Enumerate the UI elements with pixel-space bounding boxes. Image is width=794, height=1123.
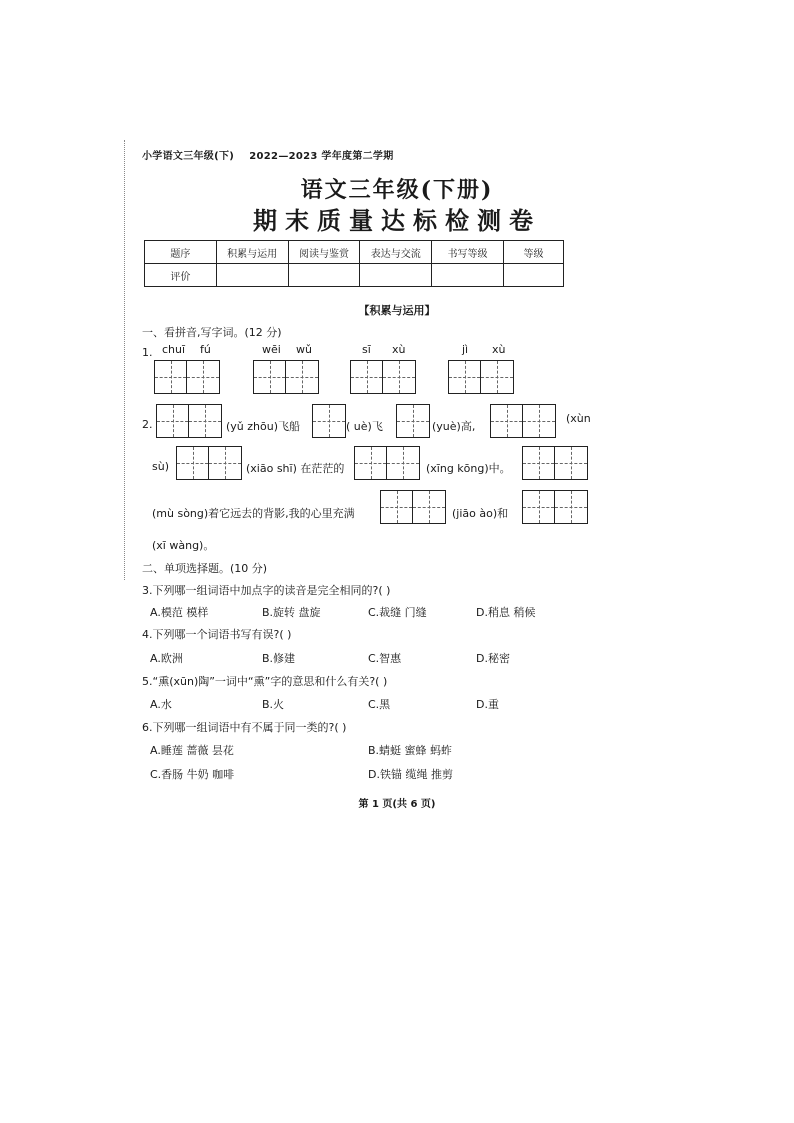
pinyin: sī	[362, 343, 371, 356]
writing-grid[interactable]	[522, 446, 588, 480]
score-table-eval-row	[145, 264, 564, 287]
q2-text: sù)	[152, 460, 169, 473]
writing-grid[interactable]	[253, 360, 319, 394]
score-cell[interactable]	[360, 264, 432, 287]
writing-grid[interactable]	[156, 404, 222, 438]
header-term: 2022—2023 学年度第二学期	[249, 151, 394, 162]
pinyin: wǔ	[296, 343, 312, 356]
q2-text: (xīng kōng)中。	[426, 462, 511, 475]
grid-cell[interactable]	[413, 491, 445, 523]
grid-cell[interactable]	[523, 491, 555, 523]
title-line1: 语文三年级(下册)	[300, 177, 494, 203]
option[interactable]: A.睡莲 蔷薇 昙花	[150, 744, 234, 757]
part2-heading: 二、单项选择题。(10 分)	[142, 562, 268, 575]
pinyin: chuī	[162, 343, 186, 356]
pinyin: jì	[462, 343, 469, 356]
writing-grid[interactable]	[522, 490, 588, 524]
grid-cell[interactable]	[155, 361, 187, 393]
grid-cell[interactable]	[189, 405, 221, 437]
score-cell[interactable]	[288, 264, 360, 287]
option[interactable]: D.重	[476, 698, 499, 711]
grid-cell[interactable]	[157, 405, 189, 437]
option[interactable]: B.蜻蜓 蜜蜂 蚂蚱	[368, 744, 453, 757]
option[interactable]: A.模范 模样	[150, 606, 209, 619]
part1-heading: 一、看拼音,写字词。(12 分)	[142, 326, 282, 339]
grid-cell[interactable]	[397, 405, 429, 437]
option[interactable]: C.智惠	[368, 652, 402, 665]
score-cell: 等级	[503, 241, 563, 264]
section-tag: 【积累与运用】	[358, 304, 436, 317]
grid-cell[interactable]	[209, 447, 241, 479]
question-stem: 4.下列哪一个词语书写有误?( )	[142, 628, 292, 641]
grid-cell[interactable]	[286, 361, 318, 393]
grid-cell[interactable]	[187, 361, 219, 393]
writing-grid[interactable]	[490, 404, 556, 438]
q2-text: (yǔ zhōu)飞船	[226, 420, 301, 433]
question-stem: 5.“熏(xūn)陶”一词中“熏”字的意思和什么有关?( )	[142, 675, 388, 688]
option[interactable]: D.秘密	[476, 652, 510, 665]
question-stem: 3.下列哪一组词语中加点字的读音是完全相同的?( )	[142, 584, 391, 597]
grid-cell[interactable]	[351, 361, 383, 393]
q1-number: 1.	[142, 346, 153, 359]
grid-cell[interactable]	[523, 447, 555, 479]
header-subject: 小学语文三年级(下)	[142, 151, 235, 162]
writing-grid[interactable]	[350, 360, 416, 394]
grid-cell[interactable]	[383, 361, 415, 393]
q2-text: (xùn	[566, 412, 591, 425]
q2-text: ( uè)飞	[346, 420, 383, 433]
grid-cell[interactable]	[254, 361, 286, 393]
writing-grid[interactable]	[176, 446, 242, 480]
option[interactable]: D.铁锚 缆绳 推剪	[368, 768, 453, 781]
option[interactable]: B.修建	[262, 652, 296, 665]
q2-text: (jiāo ào)和	[452, 507, 509, 520]
pinyin: wēi	[262, 343, 281, 356]
q2-text: (mù sòng)着它远去的背影,我的心里充满	[152, 507, 355, 520]
pinyin: xù	[392, 343, 406, 356]
writing-grid[interactable]	[154, 360, 220, 394]
option[interactable]: B.旋转 盘旋	[262, 606, 321, 619]
grid-cell[interactable]	[555, 491, 587, 523]
writing-grid[interactable]	[354, 446, 420, 480]
q2-text: (xiāo shī) 在茫茫的	[246, 462, 345, 475]
grid-cell[interactable]	[355, 447, 387, 479]
score-cell[interactable]	[432, 264, 504, 287]
writing-grid[interactable]	[396, 404, 430, 438]
score-cell[interactable]	[503, 264, 563, 287]
pinyin: fú	[200, 343, 211, 356]
pinyin: xù	[492, 343, 506, 356]
grid-cell[interactable]	[481, 361, 513, 393]
score-cell: 题序	[145, 241, 217, 264]
score-cell[interactable]	[216, 264, 288, 287]
score-cell: 积累与运用	[216, 241, 288, 264]
title-line2: 期末质量达标检测卷	[253, 206, 541, 235]
q2-text: (xī wàng)。	[152, 539, 215, 552]
option[interactable]: C.香肠 牛奶 咖啡	[150, 768, 235, 781]
grid-cell[interactable]	[177, 447, 209, 479]
score-cell: 评价	[145, 264, 217, 287]
q2-number: 2.	[142, 418, 153, 431]
option[interactable]: A.水	[150, 698, 172, 711]
score-table-header-row	[145, 241, 564, 264]
writing-grid[interactable]	[312, 404, 346, 438]
page-footer: 第 1 页(共 6 页)	[358, 799, 436, 810]
writing-grid[interactable]	[448, 360, 514, 394]
score-cell: 阅读与鉴赏	[288, 241, 360, 264]
option[interactable]: D.稍息 稍候	[476, 606, 536, 619]
grid-cell[interactable]	[523, 405, 555, 437]
grid-cell[interactable]	[449, 361, 481, 393]
option[interactable]: B.火	[262, 698, 285, 711]
q2-text: (yuè)高,	[432, 420, 476, 433]
score-cell: 表达与交流	[360, 241, 432, 264]
question-stem: 6.下列哪一组词语中有不属于同一类的?( )	[142, 721, 347, 734]
grid-cell[interactable]	[555, 447, 587, 479]
option[interactable]: A.欧洲	[150, 652, 183, 665]
grid-cell[interactable]	[387, 447, 419, 479]
option[interactable]: C.黑	[368, 698, 391, 711]
score-cell: 书写等级	[432, 241, 504, 264]
grid-cell[interactable]	[313, 405, 345, 437]
grid-cell[interactable]	[381, 491, 413, 523]
score-table	[144, 240, 564, 287]
grid-cell[interactable]	[491, 405, 523, 437]
header-subject-term	[142, 147, 394, 162]
option[interactable]: C.裁缝 门缝	[368, 606, 427, 619]
writing-grid[interactable]	[380, 490, 446, 524]
